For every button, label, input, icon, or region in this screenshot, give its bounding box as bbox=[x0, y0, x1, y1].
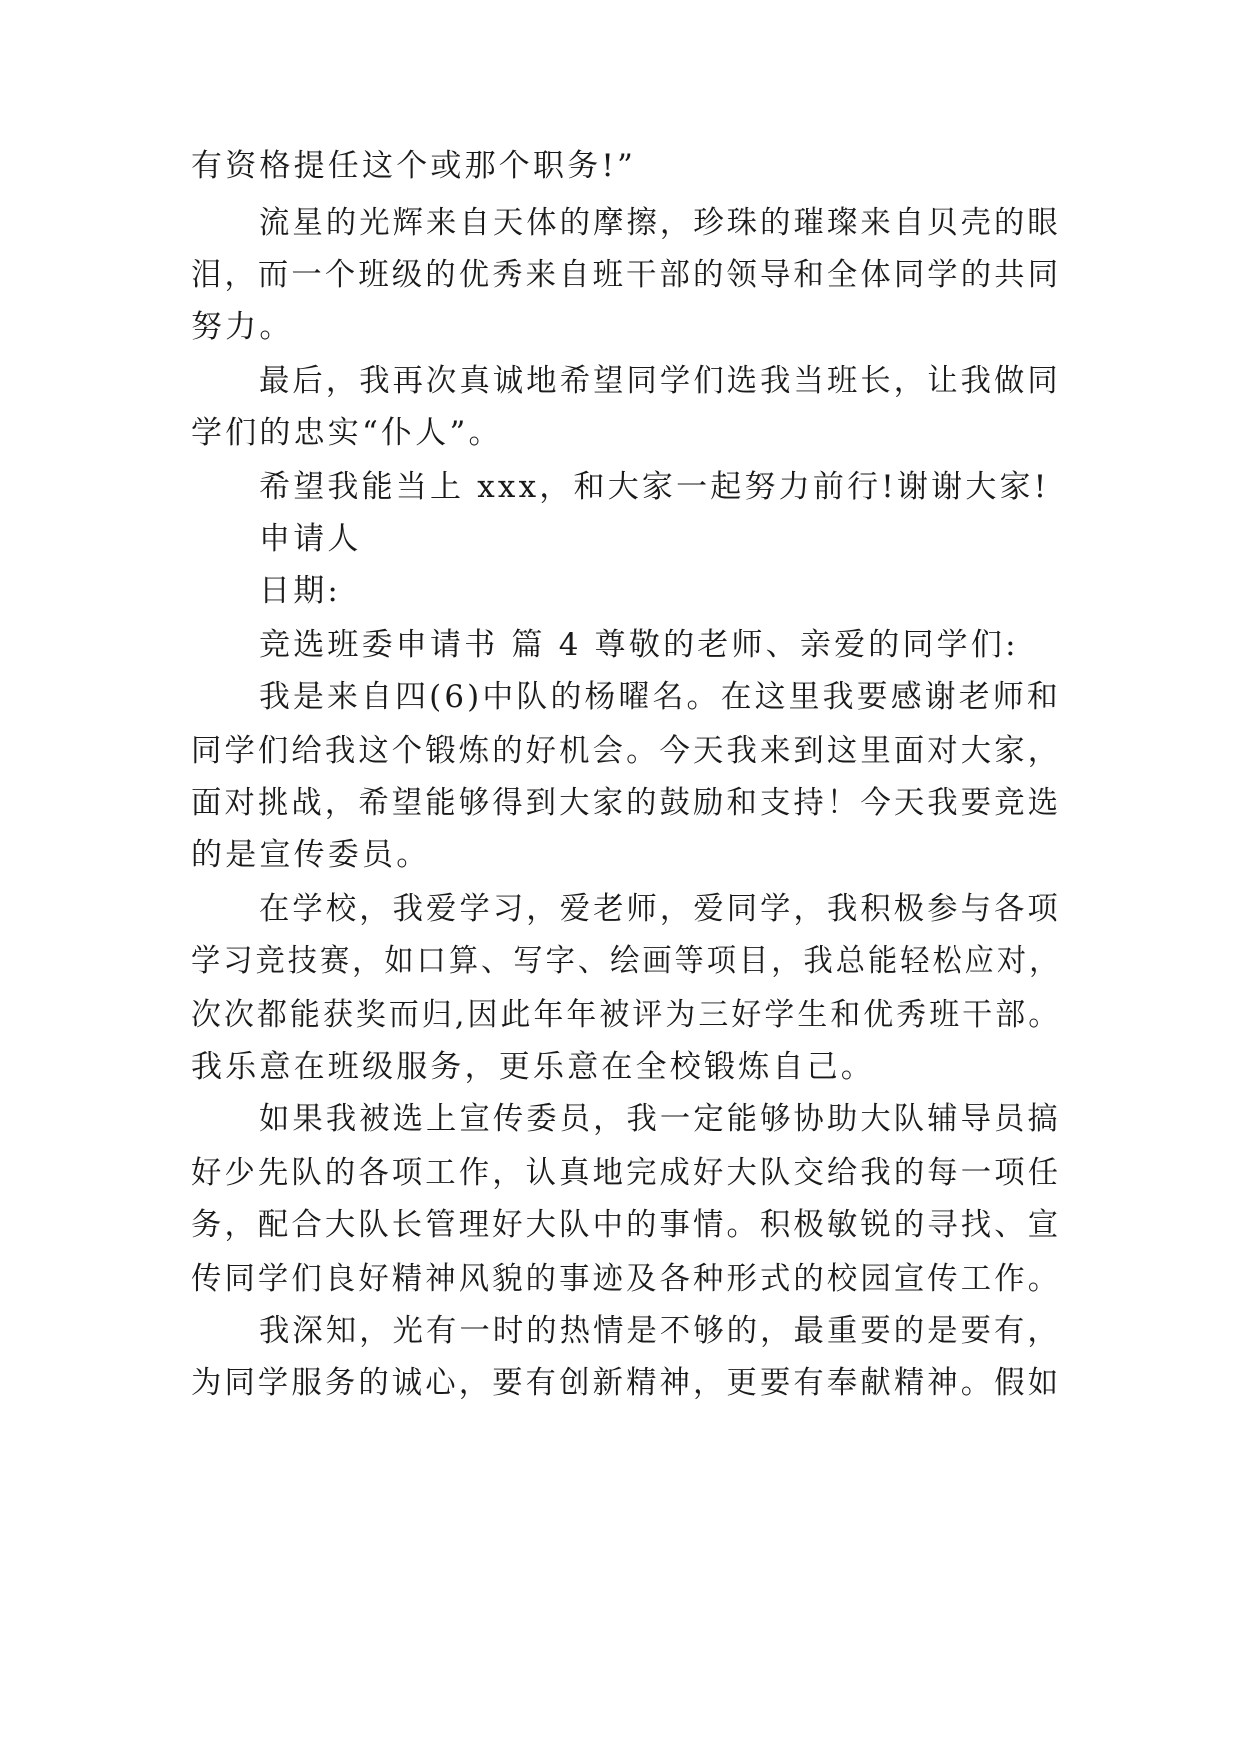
text-line bbox=[0, 1302, 1241, 1360]
text-line bbox=[0, 562, 1241, 620]
text-line bbox=[0, 298, 1241, 356]
line-text: 的是宣传委员。 bbox=[191, 837, 431, 873]
line-text: 希望我能当上 xxx，和大家一起努力前行!谢谢大家! bbox=[259, 469, 1050, 505]
line-text: 流星的光辉来自天体的摩擦，珍珠的璀璨来自贝壳的眼 bbox=[259, 205, 1061, 241]
text-line bbox=[0, 986, 1241, 1044]
line-text: 在学校，我爱学习，爱老师，爱同学，我积极参与各项 bbox=[259, 891, 1061, 927]
text-line bbox=[0, 826, 1241, 884]
text-line bbox=[0, 510, 1241, 568]
line-text: 面对挑战，希望能够得到大家的鼓励和支持！今天我要竞选 bbox=[191, 785, 1062, 821]
text-line bbox=[0, 1144, 1241, 1202]
line-text: 学们的忠实“仆人”。 bbox=[191, 415, 503, 451]
line-text: 务，配合大队长管理好大队中的事情。积极敏锐的寻找、宣 bbox=[191, 1207, 1062, 1243]
text-line bbox=[0, 352, 1241, 410]
text-line bbox=[0, 616, 1241, 674]
text-line bbox=[0, 194, 1241, 252]
text-line bbox=[0, 1090, 1241, 1148]
text-line bbox=[0, 246, 1241, 304]
text-line bbox=[0, 1038, 1241, 1096]
line-text: 为同学服务的诚心，要有创新精神，更要有奉献精神。假如 bbox=[191, 1365, 1062, 1401]
line-text: 有资格提任这个或那个职务!” bbox=[191, 148, 637, 184]
line-text: 学习竞技赛，如口算、写字、绘画等项目，我总能轻松应对， bbox=[191, 943, 1062, 979]
text-line bbox=[0, 1250, 1241, 1308]
line-text: 传同学们良好精神风貌的事迹及各种形式的校园宣传工作。 bbox=[191, 1261, 1062, 1297]
line-text: 申请人 bbox=[259, 521, 362, 557]
line-text: 同学们给我这个锻炼的好机会。今天我来到这里面对大家， bbox=[191, 733, 1062, 769]
line-text: 努力。 bbox=[191, 309, 294, 345]
line-text: 我是来自四(6)中队的杨曜名。在这里我要感谢老师和 bbox=[259, 679, 1061, 715]
line-text: 最后，我再次真诚地希望同学们选我当班长，让我做同 bbox=[259, 363, 1061, 399]
text-line bbox=[0, 932, 1241, 990]
text-line bbox=[0, 880, 1241, 938]
line-text: 次次都能获奖而归,因此年年被评为三好学生和优秀班干部。 bbox=[191, 997, 1062, 1033]
line-text: 我乐意在班级服务，更乐意在全校锻炼自己。 bbox=[191, 1049, 875, 1085]
text-line bbox=[0, 668, 1241, 726]
text-line bbox=[0, 1354, 1241, 1412]
text-line bbox=[0, 137, 1241, 195]
line-text: 好少先队的各项工作，认真地完成好大队交给我的每一项任 bbox=[191, 1155, 1062, 1191]
text-line bbox=[0, 774, 1241, 832]
line-text: 如果我被选上宣传委员，我一定能够协助大队辅导员搞 bbox=[259, 1101, 1061, 1137]
text-line bbox=[0, 722, 1241, 780]
line-text: 我深知，光有一时的热情是不够的，最重要的是要有， bbox=[259, 1313, 1061, 1349]
text-line bbox=[0, 404, 1241, 462]
line-text: 日期: bbox=[259, 573, 342, 609]
text-line bbox=[0, 458, 1241, 516]
line-text: 泪，而一个班级的优秀来自班干部的领导和全体同学的共同 bbox=[191, 257, 1062, 293]
text-line bbox=[0, 1196, 1241, 1254]
line-text: 竞选班委申请书 篇 4 尊敬的老师、亲爱的同学们: bbox=[259, 627, 1019, 663]
